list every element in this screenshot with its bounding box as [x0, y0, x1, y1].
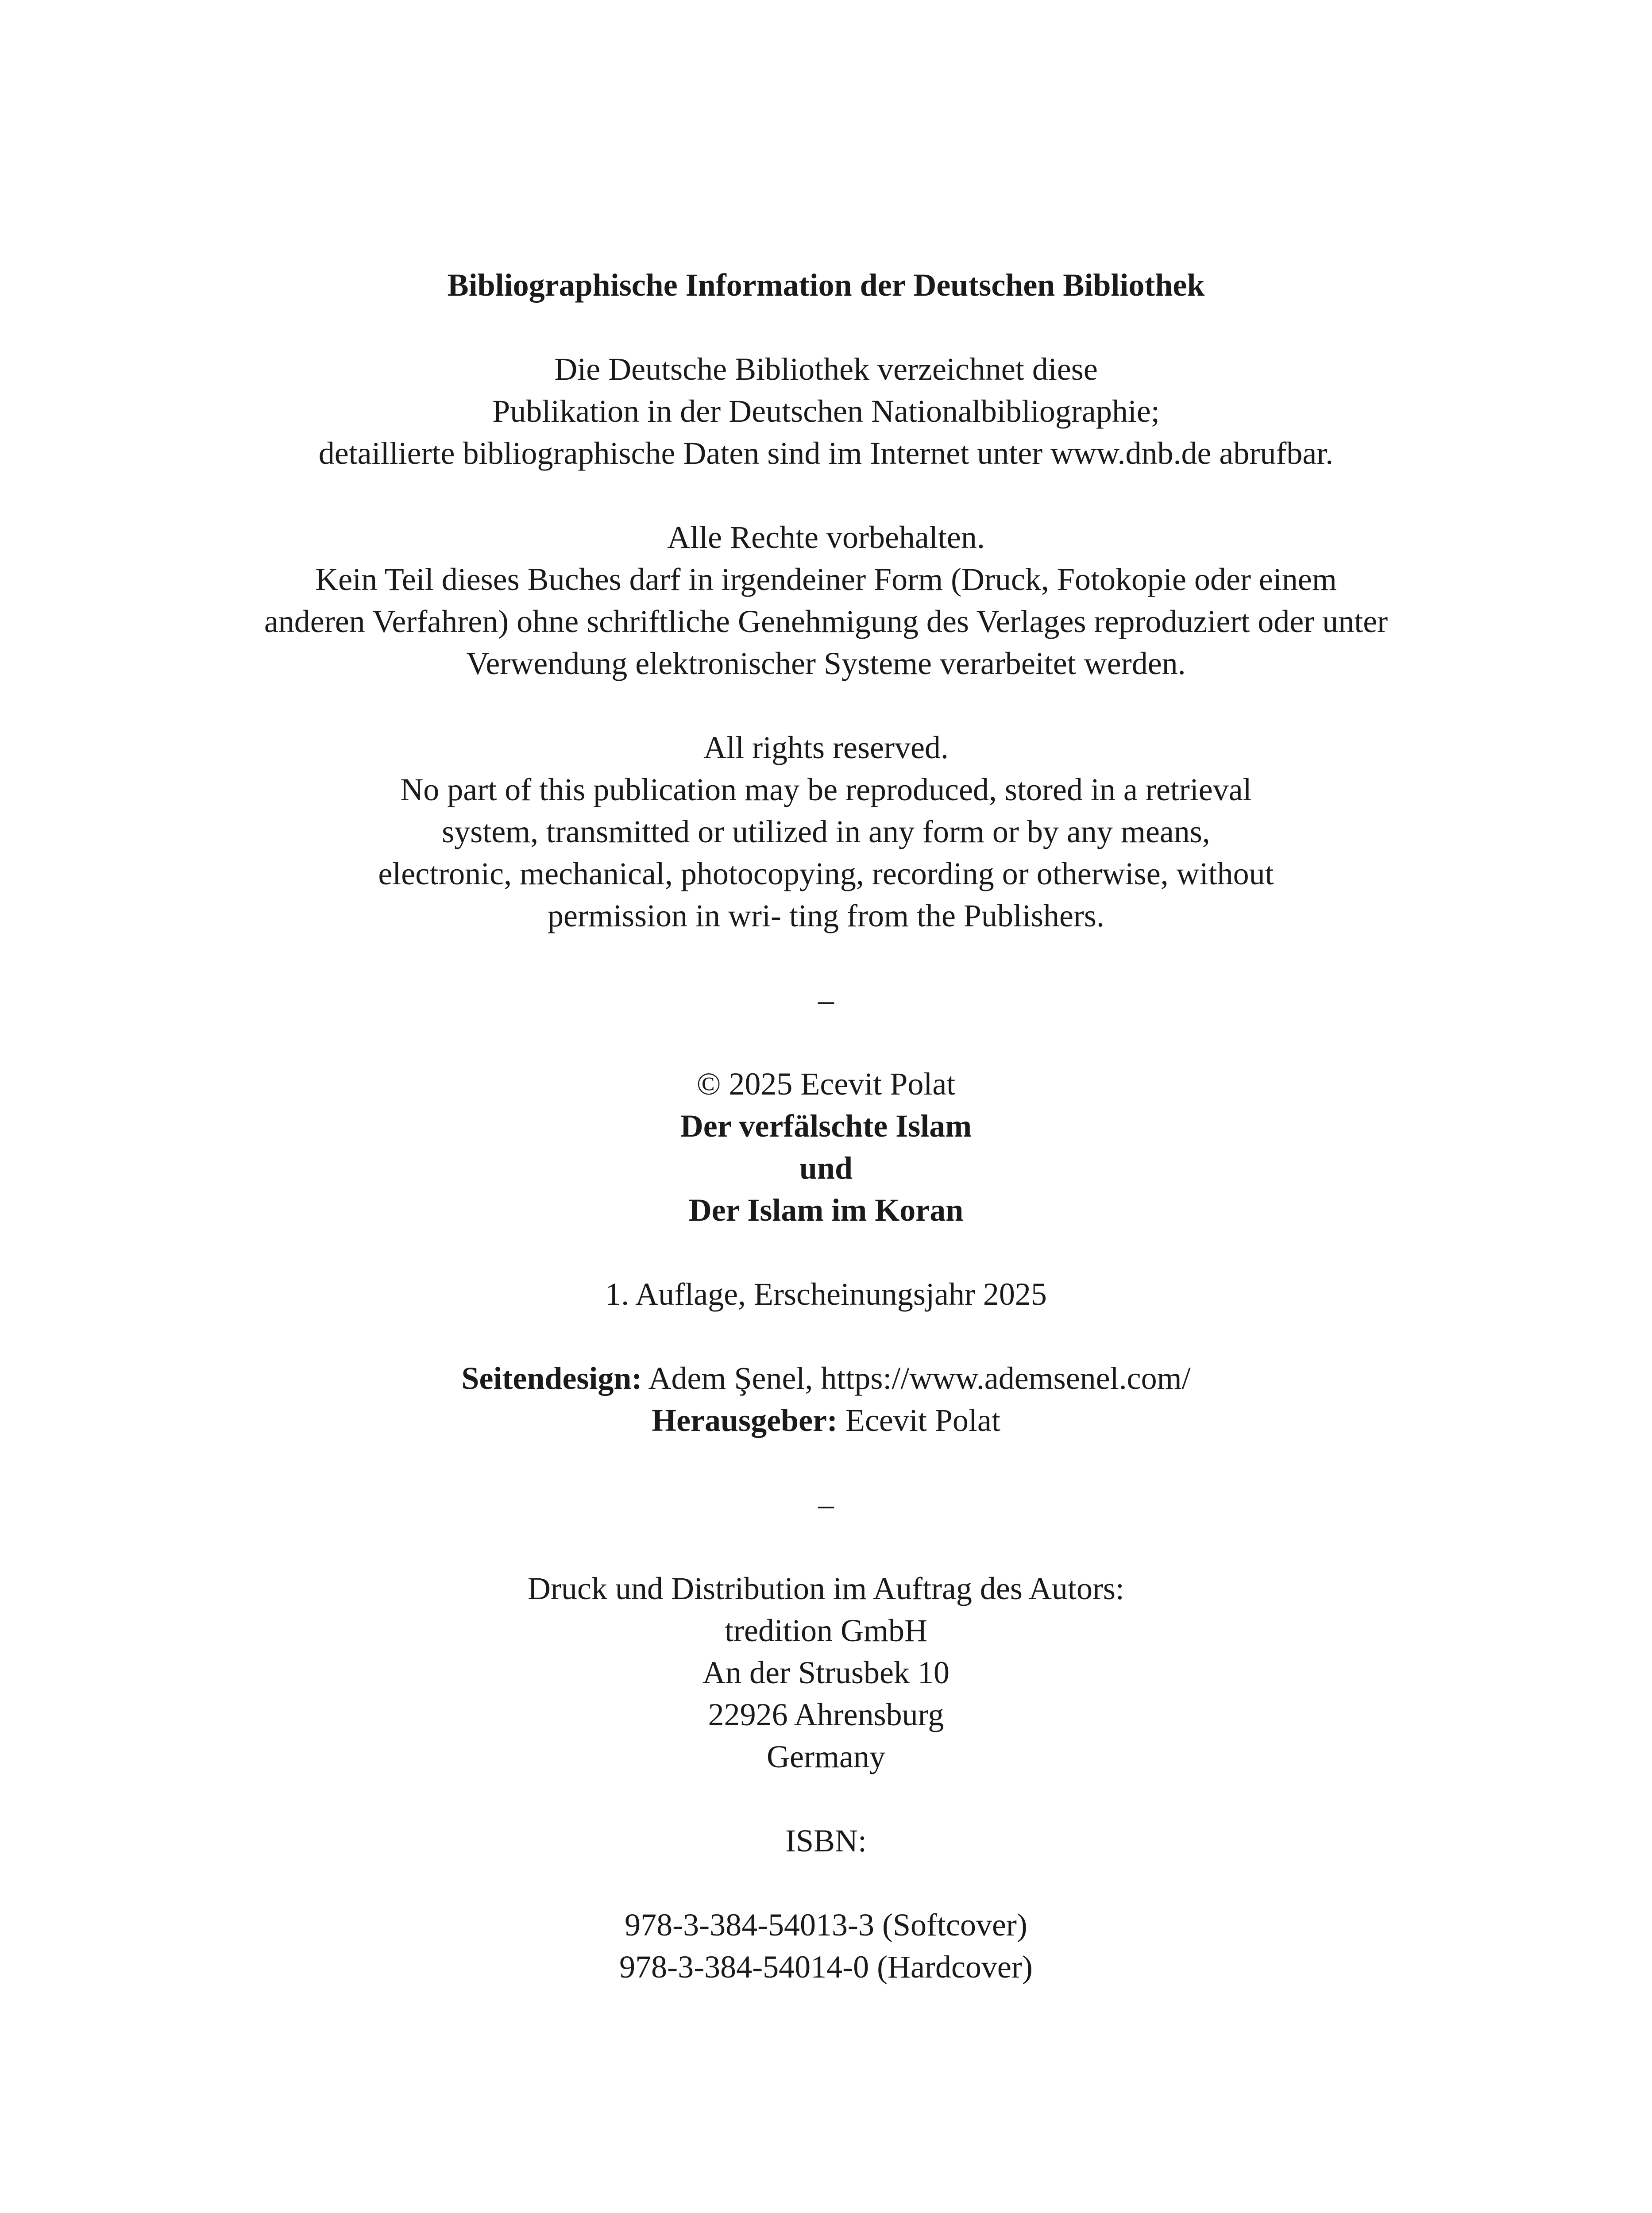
distribution-line: Druck und Distribution im Auftrag des Autors:: [528, 1571, 1124, 1606]
rights-en-line: No part of this publication may be reproduced, stored in a retrieval: [400, 772, 1252, 807]
book-title-line: Der Islam im Koran: [688, 1192, 964, 1228]
distribution-line: 22926 Ahrensburg: [708, 1697, 944, 1732]
book-title-line: Der verfälschte Islam: [680, 1108, 972, 1144]
design-credit-value: Adem Şenel, https://www.ademsenel.com/: [642, 1361, 1191, 1396]
rights-de-line: Verwendung elektronischer Systeme verarbeitet werden.: [466, 646, 1186, 681]
isbn-label: ISBN:: [785, 1823, 867, 1858]
design-credit: [0, 1357, 1652, 1400]
copyright-line: © 2025 Ecevit Polat: [696, 1066, 956, 1102]
distribution-line: An der Strusbek 10: [702, 1655, 950, 1690]
distribution-line: tredition GmbH: [725, 1613, 927, 1648]
book-title-line: und: [799, 1150, 853, 1186]
imprint-heading: Bibliographische Information der Deutschen Bibliothek: [447, 267, 1205, 303]
isbn-hardcover: 978-3-384-54014-0 (Hardcover): [619, 1949, 1033, 1985]
dnb-notice-line: Die Deutsche Bibliothek verzeichnet diese: [554, 351, 1098, 387]
distribution-line: Germany: [767, 1739, 885, 1774]
publisher-credit-label: Herausgeber:: [652, 1403, 838, 1438]
edition-line: 1. Auflage, Erscheinungsjahr 2025: [605, 1276, 1047, 1312]
rights-de-line: anderen Verfahren) ohne schriftliche Genehmigung des Verlages reproduziert oder unter: [264, 604, 1388, 639]
rights-en-line: All rights reserved.: [703, 730, 949, 765]
section-separator: –: [818, 982, 834, 1018]
publisher-credit-value: Ecevit Polat: [837, 1403, 1000, 1438]
dnb-notice-line: Publikation in der Deutschen Nationalbibliographie;: [492, 393, 1160, 429]
section-separator: –: [818, 1487, 834, 1522]
design-credit-label: Seitendesign:: [461, 1361, 642, 1396]
rights-en-line: system, transmitted or utilized in any form or by any means,: [442, 814, 1210, 849]
publisher-credit: [0, 1399, 1652, 1442]
rights-de-line: Kein Teil dieses Buches darf in irgendeiner Form (Druck, Fotokopie oder einem: [315, 562, 1337, 597]
rights-en-line: electronic, mechanical, photocopying, recording or otherwise, without: [378, 856, 1274, 891]
rights-de-line: Alle Rechte vorbehalten.: [667, 520, 985, 555]
rights-en-line: permission in wri- ting from the Publishers.: [548, 898, 1104, 933]
dnb-notice-line: detaillierte bibliographische Daten sind im Internet unter www.dnb.de abrufbar.: [318, 436, 1334, 471]
isbn-softcover: 978-3-384-54013-3 (Softcover): [625, 1907, 1027, 1943]
